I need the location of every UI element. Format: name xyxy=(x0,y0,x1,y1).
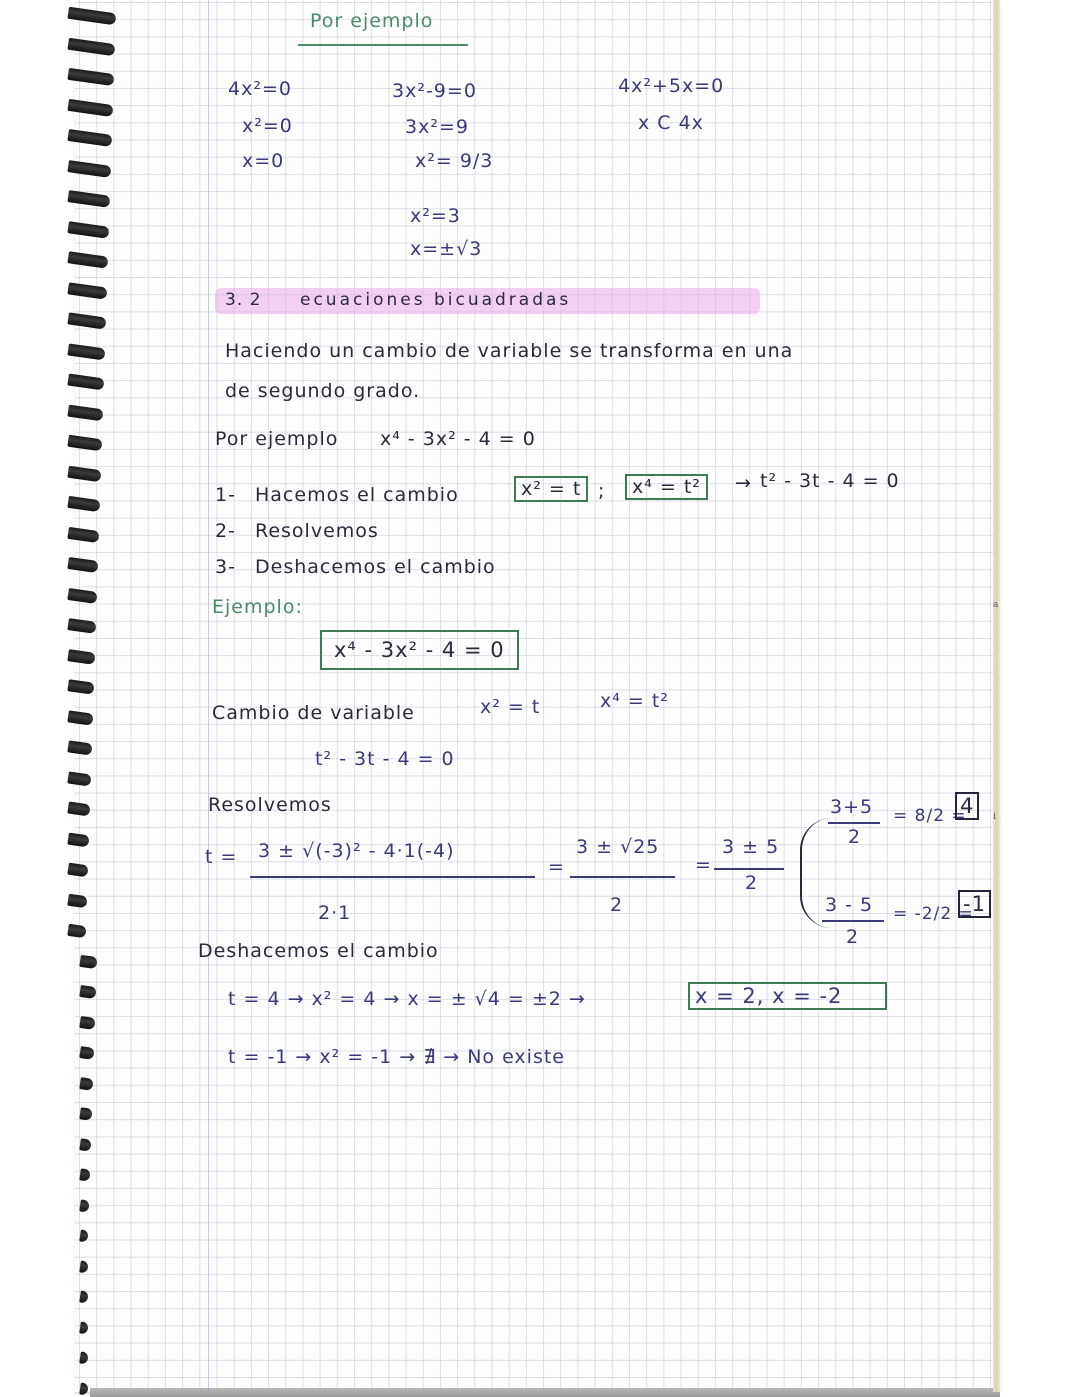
step2-numerator: 3 ± √25 xyxy=(576,836,660,858)
ex1-line3: x=0 xyxy=(242,150,285,172)
step3-fraction-bar xyxy=(714,868,784,870)
ex2-line2: 3x²=9 xyxy=(405,116,469,138)
spiral-coil xyxy=(67,68,114,86)
branch-plus-bar xyxy=(828,822,880,824)
branch-minus-numerator: 3 - 5 xyxy=(825,894,874,916)
ex1-line2: x²=0 xyxy=(242,115,293,137)
step3-numerator: 3 ± 5 xyxy=(722,836,780,858)
spiral-coil xyxy=(67,771,91,786)
spiral-coil xyxy=(67,465,101,481)
spiral-coil xyxy=(79,1016,96,1030)
formula-fraction-bar xyxy=(250,876,535,878)
spiral-coil xyxy=(67,832,89,847)
spiral-coil xyxy=(79,985,97,999)
final-solutions-box: x = 2, x = -2 xyxy=(688,982,887,1010)
spiral-coil xyxy=(79,1077,94,1091)
spiral-coil xyxy=(67,404,103,421)
spiral-coil xyxy=(79,1321,89,1334)
formula-denominator: 2·1 xyxy=(318,902,352,924)
spiral-coil xyxy=(79,1046,95,1060)
spiral-coil xyxy=(67,924,86,938)
spiral-coil xyxy=(67,649,95,665)
change-x4-t2: x⁴ = t² xyxy=(600,690,669,712)
margin-line xyxy=(208,0,209,1392)
section-title: ecuaciones bicuadradas xyxy=(300,290,572,310)
spiral-coil xyxy=(67,312,106,329)
example-equation: x⁴ - 3x² - 4 = 0 xyxy=(380,428,536,450)
spiral-coil xyxy=(67,740,92,755)
spiral-binding xyxy=(68,0,128,1397)
spiral-coil xyxy=(67,98,113,116)
spiral-coil xyxy=(79,1352,89,1365)
spiral-coil xyxy=(67,435,102,452)
ex3-line1: 4x²+5x=0 xyxy=(618,75,725,97)
spiral-coil xyxy=(79,1107,93,1121)
edge-mark: i xyxy=(993,812,996,822)
step2-denominator: 2 xyxy=(610,894,624,916)
spiral-coil xyxy=(79,1260,89,1273)
branch-minus-denominator: 2 xyxy=(846,926,860,948)
ex2-line5: x=±√3 xyxy=(410,238,483,260)
undo-label: Deshacemos el cambio xyxy=(198,940,439,962)
worked-example-boxed-equation: x⁴ - 3x² - 4 = 0 xyxy=(320,630,519,670)
branch-minus-result: -1 xyxy=(958,890,991,918)
spiral-coil xyxy=(67,7,116,26)
spiral-coil xyxy=(67,343,105,360)
step1-arrow: → xyxy=(735,472,752,494)
spiral-coil xyxy=(67,893,87,908)
formula-lhs: t = xyxy=(205,846,238,868)
spiral-coil xyxy=(67,496,100,512)
spiral-coil xyxy=(67,526,99,542)
spiral-coil xyxy=(67,710,93,725)
spiral-coil xyxy=(79,1168,91,1181)
spiral-coil xyxy=(67,251,108,268)
branch-plus-denominator: 2 xyxy=(848,826,862,848)
branch-plus-eq: = 8/2 = xyxy=(893,806,967,826)
branch-minus-eq: = -2/2 = xyxy=(893,904,974,924)
section-number: 3. 2 xyxy=(225,290,262,310)
spiral-coil xyxy=(67,557,98,573)
equals-2: = xyxy=(695,854,712,876)
spiral-coil xyxy=(67,160,111,178)
new-equation: t² - 3t - 4 = 0 xyxy=(315,748,455,770)
spiral-coil xyxy=(79,1382,89,1395)
spiral-coil xyxy=(67,802,90,817)
spiral-coil xyxy=(67,588,97,604)
intro-line2: de segundo grado. xyxy=(225,380,421,402)
spiral-coil xyxy=(79,954,98,968)
ex1-line1: 4x²=0 xyxy=(228,78,292,100)
ex3-line2: x C 4x xyxy=(638,112,704,134)
spiral-coil xyxy=(67,618,96,634)
spiral-coil xyxy=(79,1138,92,1151)
ex2-line4: x²=3 xyxy=(410,205,461,227)
step1-box-x2: x² = t xyxy=(514,476,588,502)
undo-line1: t = 4 → x² = 4 → x = ± √4 = ±2 → xyxy=(228,988,586,1010)
header-title: Por ejemplo xyxy=(310,10,434,32)
step2-fraction-bar xyxy=(570,876,675,878)
spiral-coil xyxy=(67,221,109,239)
page-bottom-edge xyxy=(90,1388,1000,1397)
step1-result: t² - 3t - 4 = 0 xyxy=(760,470,900,492)
spiral-coil xyxy=(67,374,104,391)
step3-text: Deshacemos el cambio xyxy=(255,556,496,578)
spiral-coil xyxy=(67,37,115,55)
header-underline xyxy=(298,44,468,46)
spiral-coil xyxy=(67,129,112,147)
spiral-coil xyxy=(79,1230,89,1243)
ex2-line1: 3x²-9=0 xyxy=(392,80,477,102)
spiral-coil xyxy=(79,1291,89,1304)
edge-mark: a xyxy=(993,600,999,610)
spiral-coil xyxy=(67,863,88,878)
solve-label: Resolvemos xyxy=(208,794,332,816)
branch-minus-bar xyxy=(822,920,884,922)
spiral-coil xyxy=(79,1199,90,1212)
step3-denominator: 2 xyxy=(745,872,759,894)
equals-1: = xyxy=(548,856,565,878)
step1-text: Hacemos el cambio xyxy=(255,484,459,506)
branch-plus-result: 4 xyxy=(955,792,979,820)
step3-num: 3- xyxy=(215,556,236,578)
example-label: Por ejemplo xyxy=(215,428,339,450)
ex2-line3: x²= 9/3 xyxy=(415,150,494,172)
page-right-edge xyxy=(993,0,1000,1392)
spiral-coil xyxy=(67,190,110,208)
worked-example-label: Ejemplo: xyxy=(212,596,303,618)
undo-line2: t = -1 → x² = -1 → ∄ → No existe xyxy=(228,1046,565,1068)
step1-separator: ; xyxy=(598,480,606,502)
change-label: Cambio de variable xyxy=(212,702,415,724)
step1-num: 1- xyxy=(215,484,236,506)
step2-text: Resolvemos xyxy=(255,520,379,542)
spiral-coil xyxy=(67,282,107,299)
intro-line1: Haciendo un cambio de variable se transforma en una xyxy=(225,340,794,362)
step2-num: 2- xyxy=(215,520,236,542)
step1-box-x4: x⁴ = t² xyxy=(625,474,708,500)
formula-numerator: 3 ± √(-3)² - 4·1(-4) xyxy=(258,840,455,862)
spiral-coil xyxy=(67,679,94,695)
branch-plus-numerator: 3+5 xyxy=(830,796,874,818)
change-x2-t: x² = t xyxy=(480,696,541,718)
